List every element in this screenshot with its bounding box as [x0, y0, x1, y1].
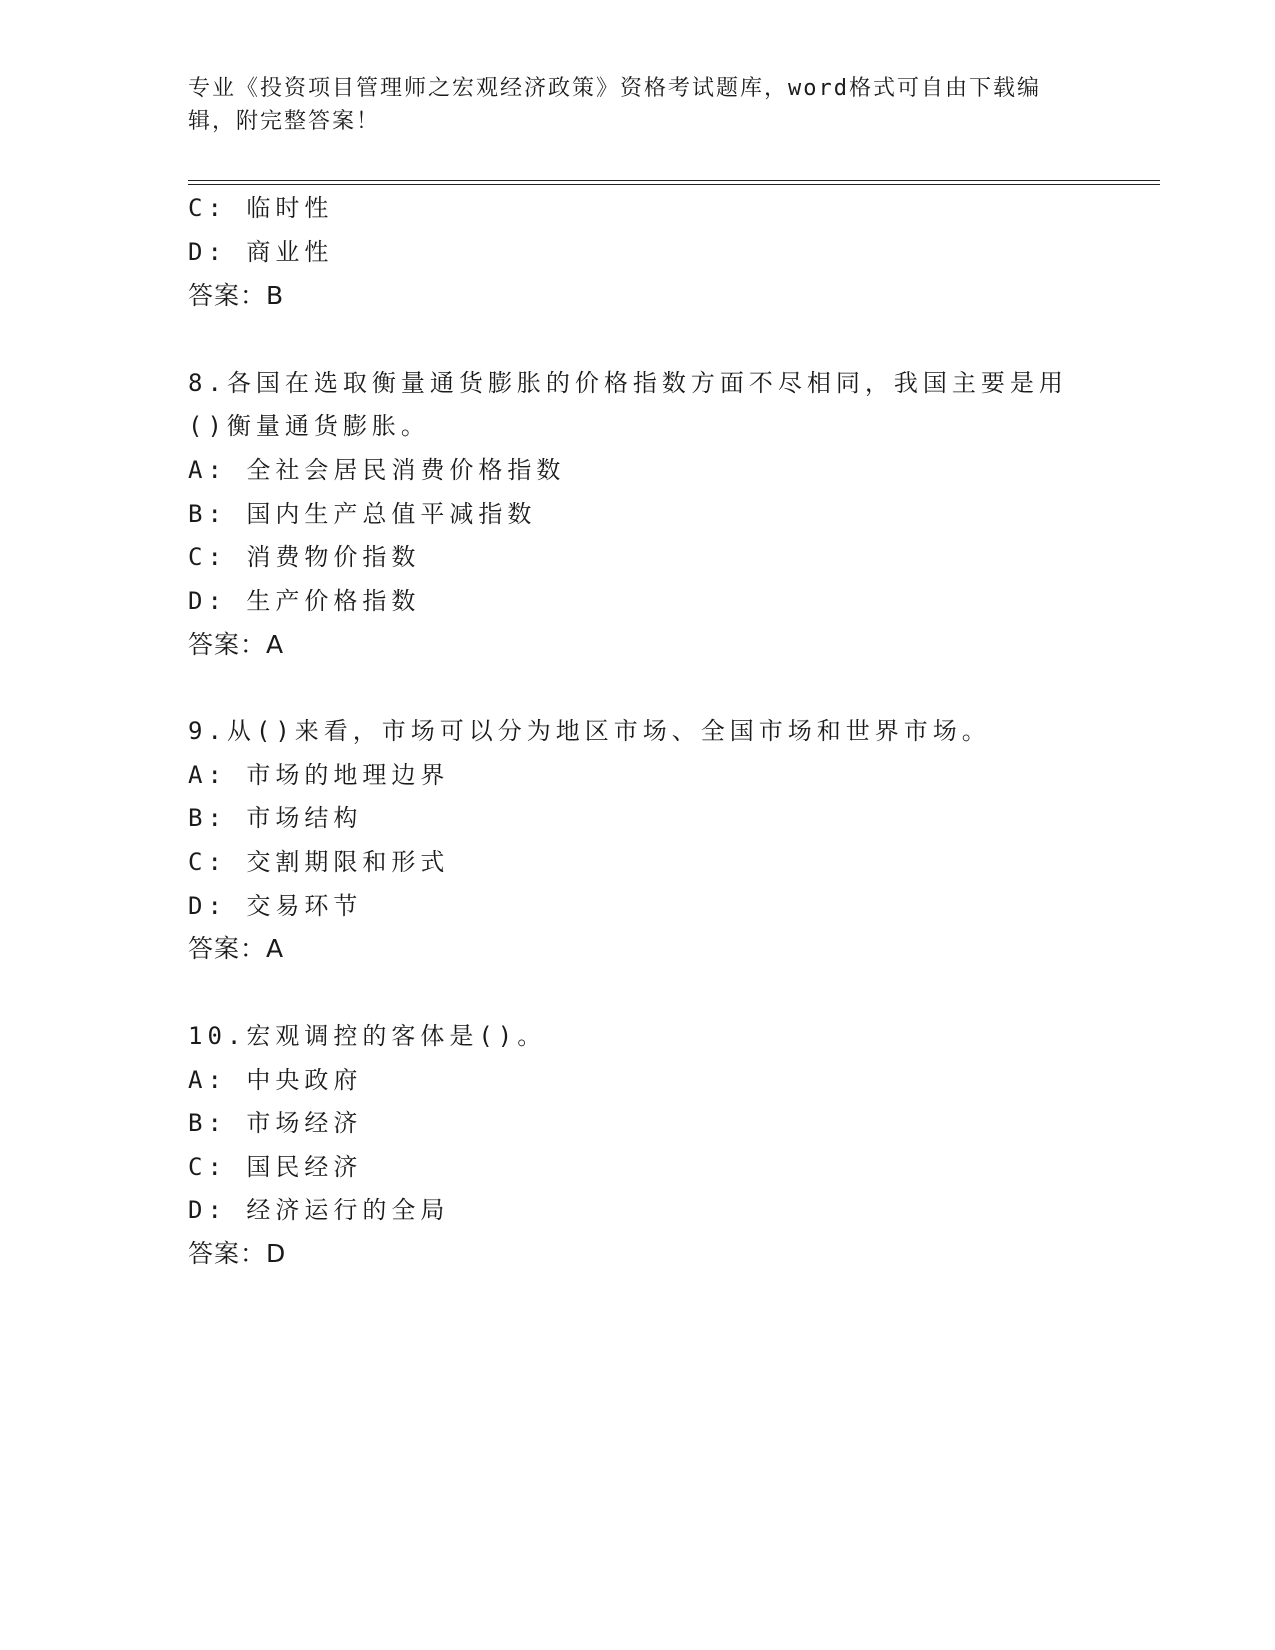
- option-d: D: 经济运行的全局: [188, 1196, 450, 1224]
- option-label: A: [188, 761, 208, 789]
- option-text: 国内生产总值平减指数: [246, 500, 537, 528]
- document-header: [188, 72, 1088, 138]
- option-b: B: 市场结构: [188, 804, 363, 832]
- option-text: 交割期限和形式: [246, 848, 450, 876]
- option-label: A: [188, 1066, 208, 1094]
- option-label: C: [188, 543, 208, 571]
- header-line-1: 专业《投资项目管理师之宏观经济政策》资格考试题库，word格式可自由下载编: [188, 76, 1041, 101]
- option-d: D: 交易环节: [188, 892, 363, 920]
- option-text: 经济运行的全局: [246, 1196, 450, 1224]
- answer-line: 答案：D: [188, 1239, 287, 1268]
- option-b: B: 市场经济: [188, 1109, 363, 1137]
- option-label: D: [188, 587, 208, 615]
- option-text: 中央政府: [246, 1066, 363, 1094]
- option-text: 商业性: [246, 238, 334, 266]
- option-label: A: [188, 456, 208, 484]
- question-stem: 10.宏观调控的客体是()。: [188, 1022, 547, 1050]
- option-d: D: 生产价格指数: [188, 587, 421, 615]
- option-label: B: [188, 1109, 208, 1137]
- option-a: A: 中央政府: [188, 1066, 363, 1094]
- option-text: 市场经济: [246, 1109, 363, 1137]
- option-label: B: [188, 500, 208, 528]
- header-line-2: 辑，附完整答案！: [188, 109, 381, 134]
- option-d: D: 商业性: [188, 238, 334, 266]
- option-label: D: [188, 238, 208, 266]
- option-text: 市场结构: [246, 804, 363, 832]
- answer-line: 答案：A: [188, 630, 285, 659]
- option-c: C: 消费物价指数: [188, 543, 421, 571]
- option-label: C: [188, 848, 208, 876]
- option-text: 全社会居民消费价格指数: [246, 456, 566, 484]
- answer-line: 答案：B: [188, 281, 285, 310]
- option-a: A: 市场的地理边界: [188, 761, 450, 789]
- header-divider-top: [188, 180, 1160, 181]
- option-label: B: [188, 804, 208, 832]
- header-divider-bottom: [188, 184, 1160, 185]
- option-text: 消费物价指数: [246, 543, 421, 571]
- option-text: 临时性: [246, 194, 334, 222]
- option-a: A: 全社会居民消费价格指数: [188, 456, 566, 484]
- option-b: B: 国内生产总值平减指数: [188, 500, 537, 528]
- option-c: C: 临时性: [188, 194, 334, 222]
- option-label: C: [188, 1153, 208, 1181]
- question-stem: 8.各国在选取衡量通货膨胀的价格指数方面不尽相同，我国主要是用: [188, 369, 1068, 397]
- option-c: C: 交割期限和形式: [188, 848, 450, 876]
- question-stem-continued: ()衡量通货膨胀。: [188, 412, 430, 440]
- option-label: C: [188, 194, 208, 222]
- answer-line: 答案：A: [188, 934, 285, 963]
- option-label: D: [188, 892, 208, 920]
- option-text: 生产价格指数: [246, 587, 421, 615]
- option-text: 市场的地理边界: [246, 761, 450, 789]
- option-label: D: [188, 1196, 208, 1224]
- option-text: 国民经济: [246, 1153, 363, 1181]
- option-text: 交易环节: [246, 892, 363, 920]
- question-stem: 9.从()来看，市场可以分为地区市场、全国市场和世界市场。: [188, 717, 991, 745]
- option-c: C: 国民经济: [188, 1153, 363, 1181]
